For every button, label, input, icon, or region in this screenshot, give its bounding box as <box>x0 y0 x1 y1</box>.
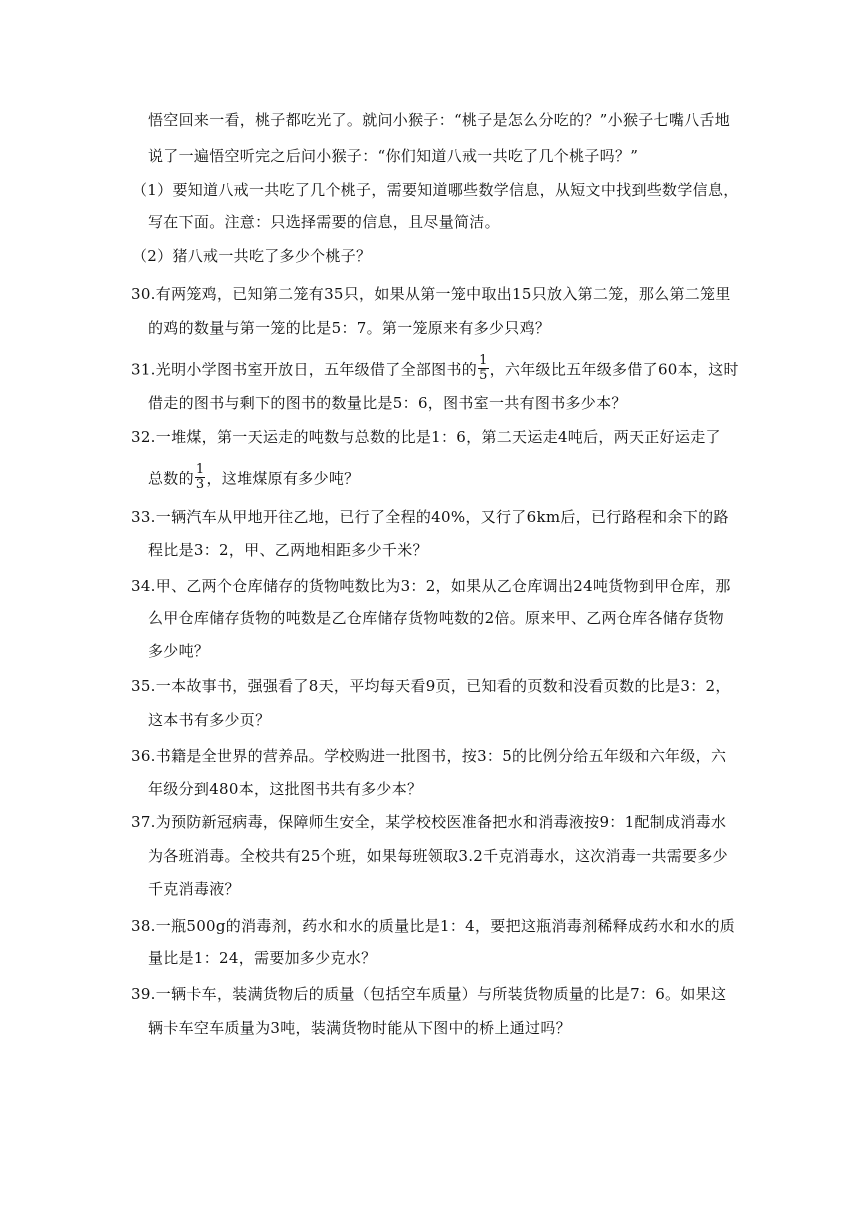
problem-36-line-1 <box>131 746 726 766</box>
problem-30-line-2: 的鸡的数量与第一笼的比是5：7。第一笼原来有多少只鸡？ <box>148 319 551 337</box>
problem-number: 36. <box>131 747 156 765</box>
problem-39-line-1 <box>131 984 726 1004</box>
problem-text: 一堆煤，第一天运走的吨数与总数的比是1：6，第二天运走4吨后，两天正好运走了 <box>155 428 721 446</box>
problem-text: 书籍是全世界的营养品。学校购进一批图书，按3：5的比例分给五年级和六年级，六 <box>155 747 727 765</box>
problem-text: 一辆卡车，装满货物后的质量（包括空车质量）与所装货物质量的比是7：6。如果这 <box>155 985 727 1003</box>
problem-text: 一本故事书，强强看了8天，平均每天看9页，已知看的页数和没看页数的比是3：2， <box>155 677 731 695</box>
problem-37-line-2: 为各班消毒。全校共有25个班，如果每班领取3.2千克消毒水，这次消毒一共需要多少 <box>148 847 728 865</box>
problem-number: 32. <box>131 428 156 446</box>
problem-34-line-2: 么甲仓库储存货物的吨数是乙仓库储存货物吨数的2倍。原来甲、乙两仓库各储存货物 <box>148 609 724 627</box>
sub-question-1-line-1: （1）要知道八戒一共吃了几个桃子，需要知道哪些数学信息，从短文中找到些数学信息， <box>132 181 739 199</box>
problem-35-line-2: 这本书有多少页？ <box>148 711 271 729</box>
problem-30-line-1 <box>131 284 731 304</box>
problem-34-line-3: 多少吨？ <box>148 642 210 660</box>
problem-35-line-1 <box>131 676 731 696</box>
problem-32-line-2 <box>148 462 360 494</box>
problem-38-line-2: 量比是1：24，需要加多少克水？ <box>148 949 377 967</box>
problem-text: ，六年级比五年级多借了60本，这时 <box>489 360 739 379</box>
fraction-numerator: 1 <box>479 353 488 368</box>
fraction-one-third <box>195 463 206 492</box>
problem-38-line-1 <box>131 916 735 936</box>
fraction-one-fifth <box>478 354 489 383</box>
problem-text: ，这堆煤原有多少吨？ <box>206 469 360 488</box>
problem-number: 35. <box>131 677 156 695</box>
problem-text: 一辆汽车从甲地开往乙地，已行了全程的40%，又行了6km后，已行路程和余下的路 <box>155 508 729 526</box>
problem-number: 33. <box>131 508 156 526</box>
fraction-denominator: 3 <box>195 477 205 492</box>
fraction-denominator: 5 <box>479 368 488 383</box>
problem-number: 38. <box>131 917 156 935</box>
problem-text: 一瓶500g的消毒剂，药水和水的质量比是1：4，要把这瓶消毒剂稀释成药水和水的质 <box>155 917 736 935</box>
fraction-numerator: 1 <box>195 462 205 477</box>
problem-number: 31. <box>131 360 156 379</box>
story-line-1: 悟空回来一看，桃子都吃光了。就问小猴子：“桃子是怎么分吃的？”小猴子七嘴八舌地 <box>148 111 731 129</box>
problem-text: 总数的 <box>148 469 194 488</box>
problem-text: 有两笼鸡，已知第二笼有35只，如果从第一笼中取出15只放入第二笼，那么第二笼里 <box>155 285 731 303</box>
problem-text: 为预防新冠病毒，保障师生安全，某学校校医准备把水和消毒液按9：1配制成消毒水 <box>155 813 727 831</box>
problem-36-line-2: 年级分到480本，这批图书共有多少本？ <box>148 780 423 798</box>
problem-37-line-3: 千克消毒液？ <box>148 880 240 898</box>
problem-32-line-1 <box>131 427 721 447</box>
story-line-2: 说了一遍悟空听完之后问小猴子：“你们知道八戒一共吃了几个桃子吗？” <box>148 147 639 165</box>
problem-text: 光明小学图书室开放日，五年级借了全部图书的 <box>155 360 478 379</box>
sub-question-1-line-2: 写在下面。注意：只选择需要的信息，且尽量简洁。 <box>148 213 500 231</box>
problem-31-line-2: 借走的图书与剩下的图书的数量比是5：6，图书室一共有图书多少本？ <box>148 394 627 412</box>
problem-number: 37. <box>131 813 156 831</box>
problem-34-line-1 <box>131 576 731 596</box>
problem-33-line-2: 程比是3：2，甲、乙两地相距多少千米？ <box>148 541 428 559</box>
sub-question-2: （2）猪八戒一共吃了多少个桃子？ <box>132 247 372 265</box>
problem-31-line-1 <box>131 353 739 385</box>
problem-37-line-1 <box>131 812 726 832</box>
problem-text: 甲、乙两个仓库储存的货物吨数比为3：2，如果从乙仓库调出24吨货物到甲仓库，那 <box>155 577 731 595</box>
problem-number: 34. <box>131 577 156 595</box>
problem-number: 30. <box>131 285 156 303</box>
problem-33-line-1 <box>131 507 729 527</box>
problem-number: 39. <box>131 985 156 1003</box>
problem-39-line-2: 辆卡车空车质量为3吨，装满货物时能从下图中的桥上通过吗？ <box>148 1019 571 1037</box>
